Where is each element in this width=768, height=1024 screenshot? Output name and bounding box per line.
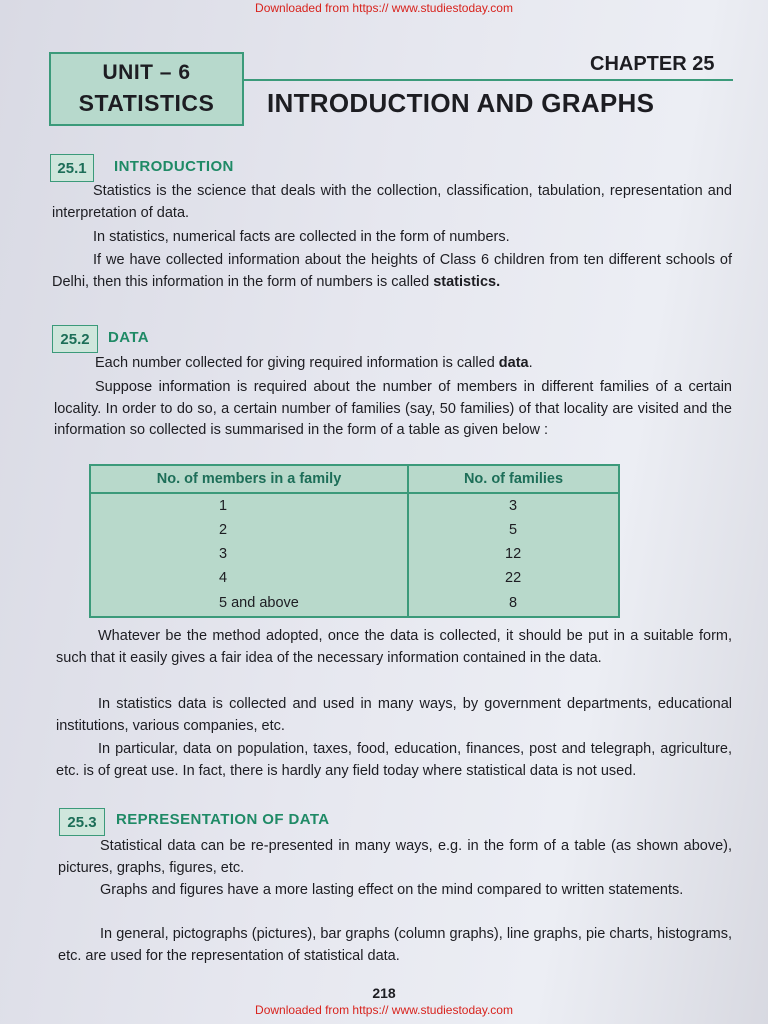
paragraph-text: Each number collected for giving required information is called — [95, 355, 495, 371]
table-cell: 2 — [219, 522, 228, 538]
download-note-top[interactable]: Downloaded from https:// www.studiestoday.com — [255, 1, 513, 15]
chapter-title: INTRODUCTION AND GRAPHS — [267, 88, 655, 118]
paragraph-text: If we have collected information about the heights of Class 6 children from ten different schools of Delhi, then this information in the form of numbers is called — [52, 252, 732, 290]
paragraph — [52, 250, 732, 293]
bold-term: data — [498, 355, 529, 371]
table-cell: 4 — [219, 570, 228, 586]
section-title-data: DATA — [108, 329, 150, 346]
section-title-introduction: INTRODUCTION — [114, 158, 234, 175]
table-header-divider — [91, 492, 618, 494]
paragraph: In general, pictographs (pictures), bar graphs (column graphs), line graphs, pie charts, histograms, etc. are used for the representation of statistical data. — [58, 926, 732, 964]
paragraph: Suppose information is required about the number of members in different families of a certain locality. In order to do so, a certain number of families (say, 50 families) of that locality are visited and the information so collected is summarised in the form of a table as given below : — [54, 379, 732, 438]
table-cell: 3 — [509, 498, 518, 514]
table-column-divider — [407, 466, 409, 616]
page-number: 218 — [372, 985, 396, 1001]
paragraph: Each number collected for giving required information is called data. — [95, 355, 533, 371]
table-header-families: No. of families — [463, 471, 564, 487]
table-cell: 8 — [509, 595, 518, 611]
download-note-bottom[interactable]: Downloaded from https:// www.studiestoday.com — [255, 1003, 513, 1017]
table-cell: 5 and above — [219, 595, 299, 611]
section-number-25-3: 25.3 — [59, 808, 105, 836]
table-cell: 3 — [219, 546, 228, 562]
paragraph: In statistics, numerical facts are collected in the form of numbers. — [93, 229, 510, 245]
chapter-number: CHAPTER 25 — [590, 53, 715, 75]
paragraph: In particular, data on population, taxes, food, education, finances, post and telegraph, agriculture, etc. is of great use. In fact, there is hardly any field today where statistical data is not used. — [56, 741, 732, 779]
table-cell: 5 — [509, 522, 518, 538]
paragraph: Statistical data can be re-presented in many ways, e.g. in the form of a table (as shown above), pictures, graphs, figures, etc. — [58, 838, 732, 876]
bold-term: statistics. — [433, 273, 501, 290]
section-title-representation: REPRESENTATION OF DATA — [116, 811, 330, 828]
paragraph: Whatever be the method adopted, once the data is collected, it should be put in a suitable form, such that it easily gives a fair idea of the necessary information contained in the data. — [56, 628, 732, 666]
table-cell: 22 — [505, 570, 522, 586]
unit-title: STATISTICS — [78, 90, 215, 116]
unit-label: UNIT – 6 — [102, 61, 191, 84]
section-number-25-1: 25.1 — [50, 154, 94, 182]
unit-box — [49, 52, 244, 126]
family-members-table — [89, 464, 620, 618]
section-number-25-2: 25.2 — [52, 325, 98, 353]
header-divider — [244, 79, 733, 81]
paragraph: Statistics is the science that deals with the collection, classification, tabulation, representation and interpretation of data. — [52, 183, 732, 221]
table-header-members: No. of members in a family — [156, 471, 342, 487]
paragraph: Graphs and figures have a more lasting effect on the mind compared to written statements. — [100, 882, 684, 898]
table-cell: 1 — [219, 498, 228, 514]
table-cell: 12 — [505, 546, 522, 562]
paragraph: In statistics data is collected and used in many ways, by government departments, educational institutions, various companies, etc. — [56, 696, 732, 734]
